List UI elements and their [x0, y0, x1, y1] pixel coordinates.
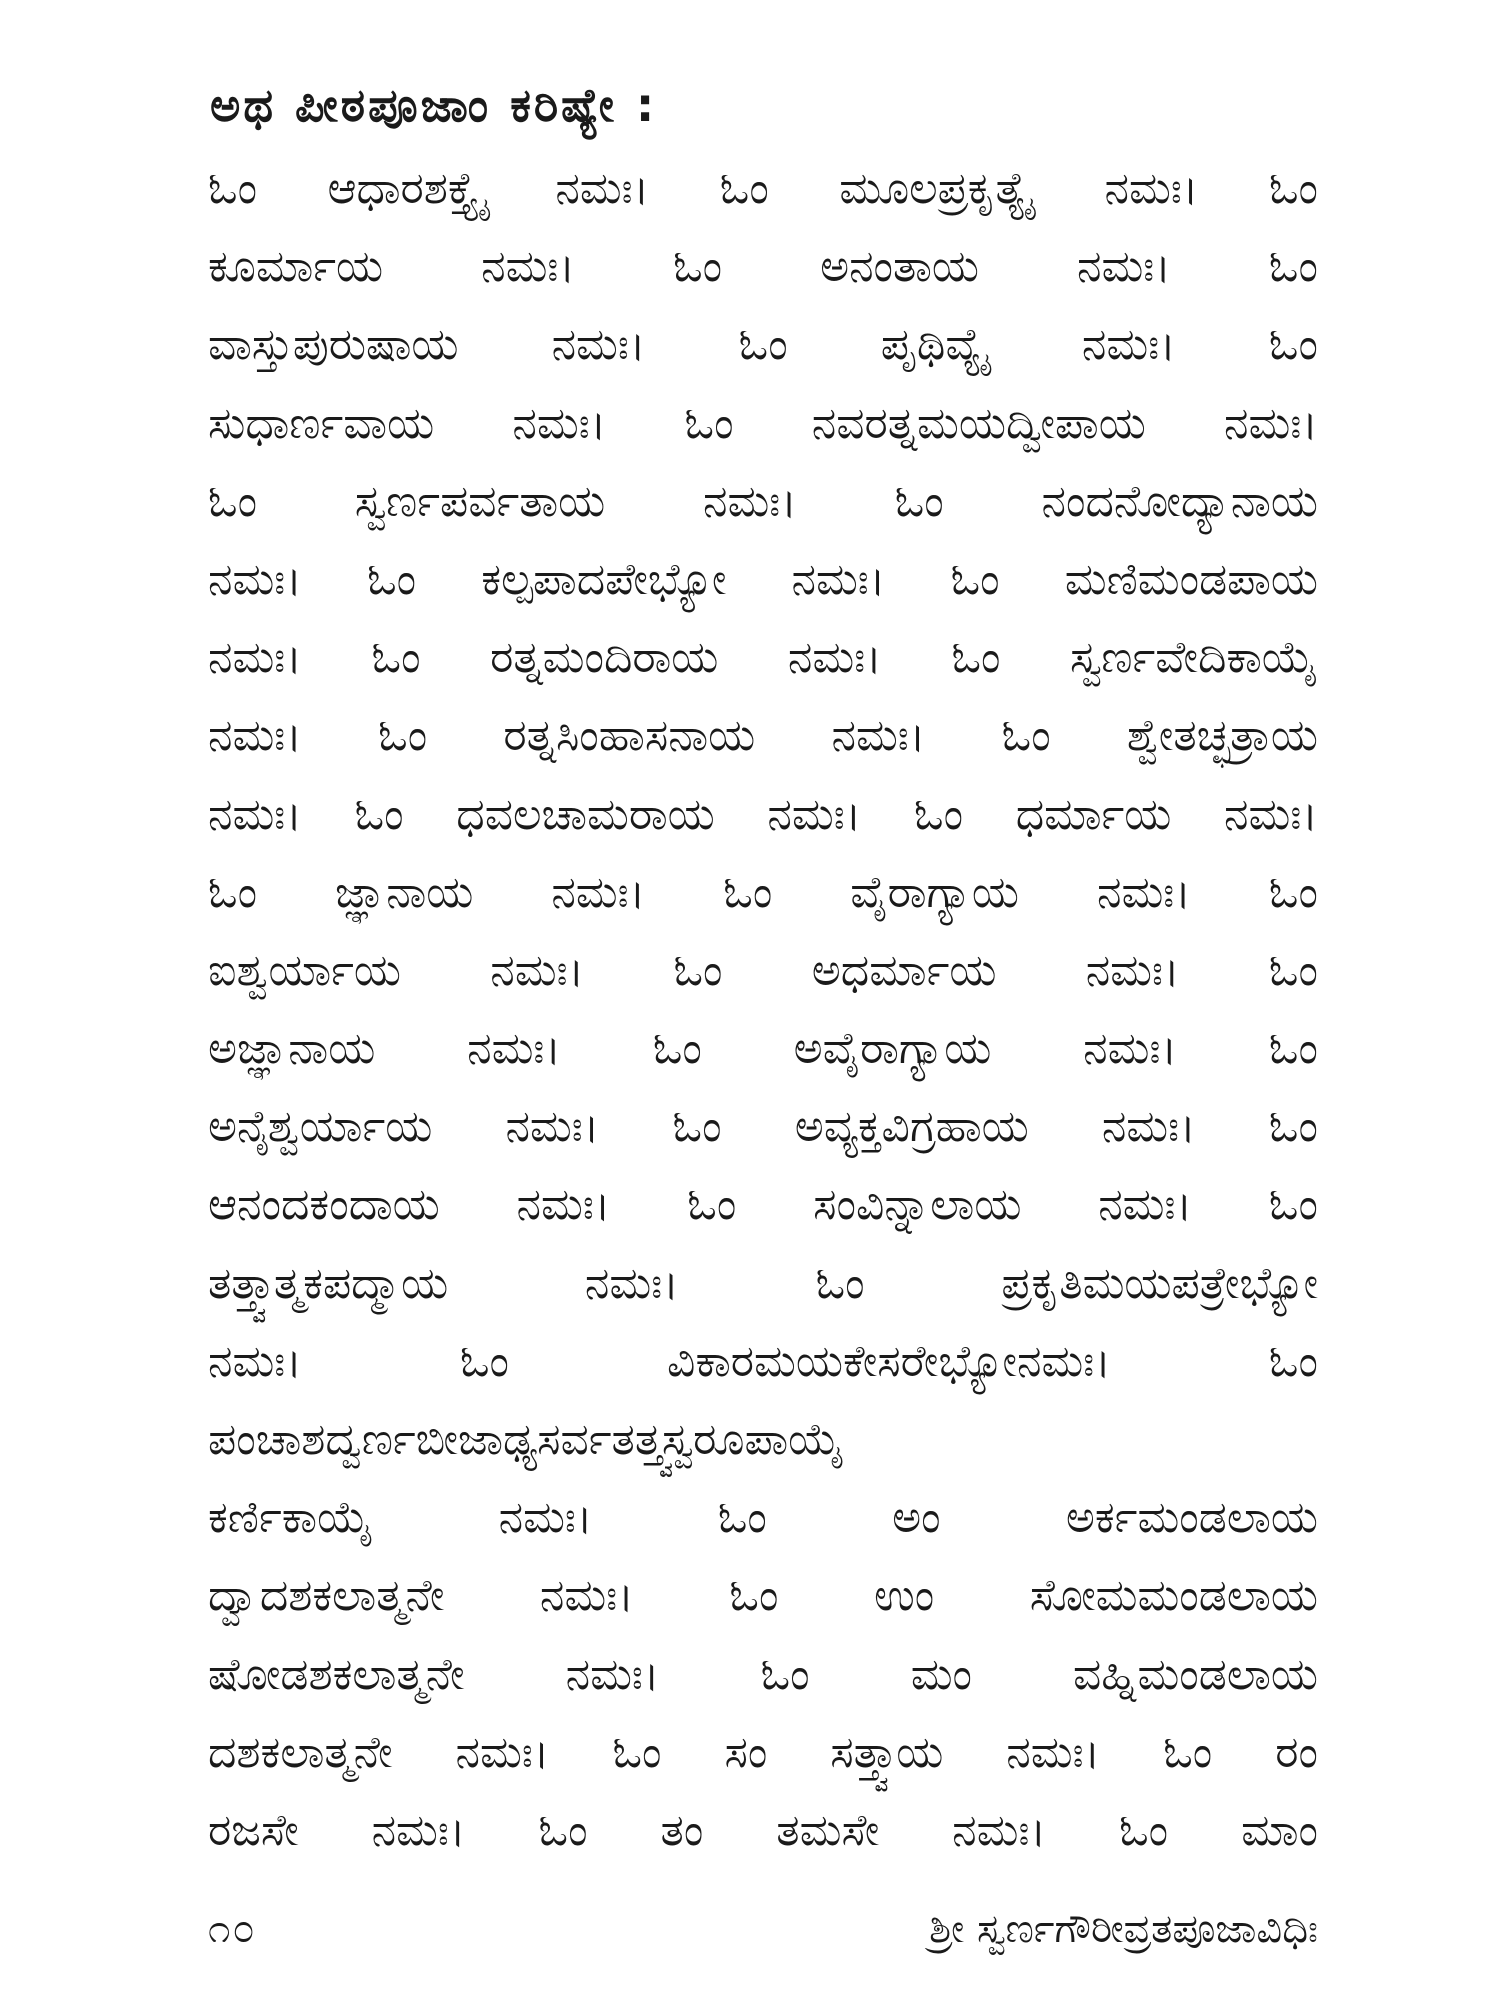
section-heading: ಅಥ ಪೀಠಪೂಜಾಂ ಕರಿಷ್ಯೇ : — [210, 78, 658, 132]
running-title: ಶ್ರೀ ಸ್ವರ್ಣಗೌರೀವ್ರತಪೂಜಾವಿಧಿಃ — [929, 1906, 1318, 1952]
text-line: ನಮಃ। ಓಂ ವಿಕಾರಮಯಕೇಸರೇಭ್ಯೋನಮಃ। ಓಂ — [208, 1335, 1318, 1387]
text-line: ನಮಃ। ಓಂ ಧವಲಚಾಮರಾಯ ನಮಃ। ಓಂ ಧರ್ಮಾಯ ನಮಃ। — [208, 788, 1318, 840]
text-line: ಓಂ ಆಧಾರಶಕ್ತ್ಯೈ ನಮಃ। ಓಂ ಮೂಲಪ್ರಕೃತ್ಯೈ ನಮಃ। ಓಂ — [208, 163, 1318, 214]
text-line: ಷೋಡಶಕಲಾತ್ಮನೇ ನಮಃ। ಓಂ ಮಂ ವಹ್ನಿಮಂಡಲಾಯ — [208, 1648, 1318, 1700]
text-line: ರಜಸೇ ನಮಃ। ಓಂ ತಂ ತಮಸೇ ನಮಃ। ಓಂ ಮಾಂ — [208, 1804, 1318, 1856]
page-number: ೧೦ — [208, 1906, 257, 1952]
text-line: ದಶಕಲಾತ್ಮನೇ ನಮಃ। ಓಂ ಸಂ ಸತ್ತ್ವಾಯ ನಮಃ। ಓಂ ರಂ — [208, 1726, 1318, 1778]
text-line: ನಮಃ। ಓಂ ರತ್ನಸಿಂಹಾಸನಾಯ ನಮಃ। ಓಂ ಶ್ವೇತಚ್ಛತ್ರಾಯ — [208, 710, 1318, 762]
text-line: ನಮಃ। ಓಂ ರತ್ನಮಂದಿರಾಯ ನಮಃ। ಓಂ ಸ್ವರ್ಣವೇದಿಕಾಯೈ — [208, 632, 1318, 684]
text-line: ಐಶ್ವರ್ಯಾಯ ನಮಃ। ಓಂ ಅಧರ್ಮಾಯ ನಮಃ। ಓಂ — [208, 944, 1318, 996]
text-line: ದ್ವಾದಶಕಲಾತ್ಮನೇ ನಮಃ। ಓಂ ಉಂ ಸೋಮಮಂಡಲಾಯ — [208, 1570, 1318, 1622]
text-line: ತತ್ತ್ವಾತ್ಮಕಪದ್ಮಾಯ ನಮಃ। ಓಂ ಪ್ರಕೃತಿಮಯಪತ್ರೇಭ್ಯೋ — [208, 1257, 1318, 1309]
text-line: ಓಂ ಸ್ವರ್ಣಪರ್ವತಾಯ ನಮಃ। ಓಂ ನಂದನೋದ್ಯಾನಾಯ — [208, 475, 1318, 527]
text-line: ಪಂಚಾಶದ್ವರ್ಣಬೀಜಾಢ್ಯಸರ್ವತತ್ತ್ವಸ್ವರೂಪಾಯೈ — [208, 1414, 845, 1465]
mantra-text-block — [208, 150, 1318, 1870]
text-line: ನಮಃ। ಓಂ ಕಲ್ಪಪಾದಪೇಭ್ಯೋ ನಮಃ। ಓಂ ಮಣಿಮಂಡಪಾಯ — [208, 553, 1318, 605]
text-line: ಅಜ್ಞಾನಾಯ ನಮಃ। ಓಂ ಅವೈರಾಗ್ಯಾಯ ನಮಃ। ಓಂ — [208, 1023, 1318, 1075]
text-line: ಆನಂದಕಂದಾಯ ನಮಃ। ಓಂ ಸಂವಿನ್ನಾಲಾಯ ನಮಃ। ಓಂ — [208, 1179, 1318, 1231]
page-footer — [208, 1906, 1318, 1966]
text-line: ಸುಧಾರ್ಣವಾಯ ನಮಃ। ಓಂ ನವರತ್ನಮಯದ್ವೀಪಾಯ ನಮಃ। — [208, 397, 1318, 449]
text-line: ಓಂ ಜ್ಞಾನಾಯ ನಮಃ। ಓಂ ವೈರಾಗ್ಯಾಯ ನಮಃ। ಓಂ — [208, 866, 1318, 918]
text-line: ವಾಸ್ತುಪುರುಷಾಯ ನಮಃ। ಓಂ ಪೃಥಿವ್ಯೈ ನಮಃ। ಓಂ — [208, 319, 1318, 371]
text-line: ಕೂರ್ಮಾಯ ನಮಃ। ಓಂ ಅನಂತಾಯ ನಮಃ। ಓಂ — [208, 241, 1318, 293]
text-line: ಕರ್ಣಿಕಾಯೈ ನಮಃ। ಓಂ ಅಂ ಅರ್ಕಮಂಡಲಾಯ — [208, 1492, 1318, 1544]
text-line: ಅನೈಶ್ವರ್ಯಾಯ ನಮಃ। ಓಂ ಅವ್ಯಕ್ತವಿಗ್ರಹಾಯ ನಮಃ। ಓಂ — [208, 1101, 1318, 1153]
